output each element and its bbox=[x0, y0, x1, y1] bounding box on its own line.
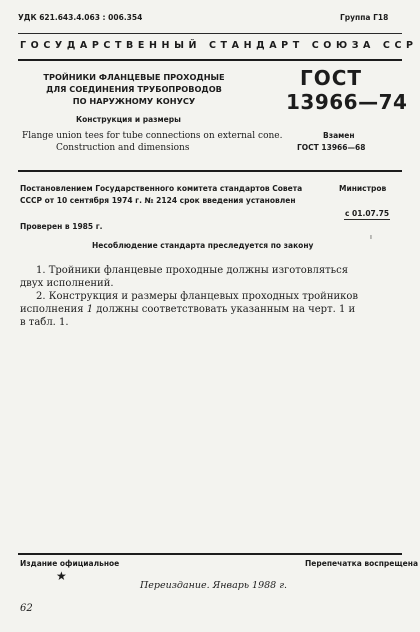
p2-post: должны соответствовать указанным на черт. 1 и bbox=[93, 304, 356, 315]
decree-line-2: СССР от 10 сентября 1974 г. № 2124 срок введения установлен bbox=[20, 196, 296, 205]
gost-label: ГОСТ bbox=[300, 66, 363, 90]
title-ru-subtitle: Конструкция и размеры bbox=[76, 115, 181, 124]
penalty-note: Несоблюдение стандарта преследуется по закону bbox=[92, 241, 314, 250]
paragraph-1-line-2: двух исполнений. bbox=[20, 278, 114, 289]
decree-ministers: Министров bbox=[339, 184, 387, 193]
paragraph-1-line-1: 1. Тройники фланцевые проходные должны изготовляться bbox=[36, 265, 349, 276]
gost-number: 13966—74 bbox=[286, 90, 408, 114]
top-rule bbox=[18, 33, 402, 34]
state-standard-heading: ГОСУДАРСТВЕННЫЙ СТАНДАРТ СОЮЗА ССР bbox=[20, 40, 418, 51]
title-ru-line-1: ТРОЙНИКИ ФЛАНЦЕВЫЕ ПРОХОДНЫЕ bbox=[43, 72, 225, 82]
title-en-line-1: Flange union tees for tube connections on external cone. bbox=[22, 131, 283, 141]
title-en-line-2: Construction and dimensions bbox=[56, 143, 190, 153]
effective-date: с 01.07.75 bbox=[345, 209, 390, 218]
p2-pre: исполнения bbox=[20, 304, 87, 315]
title-block-rule bbox=[18, 170, 402, 172]
footer-rule bbox=[18, 553, 402, 555]
edition-note: Издание официальное bbox=[20, 559, 120, 568]
paragraph-2-line-1: 2. Конструкция и размеры фланцевых проходных тройников bbox=[36, 291, 359, 302]
margin-tick: ı bbox=[370, 233, 372, 241]
reissue-note: Переиздание. Январь 1988 г. bbox=[140, 580, 288, 591]
instead-value: ГОСТ 13966—68 bbox=[297, 143, 366, 152]
title-ru-line-2: ДЛЯ СОЕДИНЕНИЯ ТРУБОПРОВОДОВ bbox=[46, 84, 222, 94]
checked-note: Проверен в 1985 г. bbox=[20, 222, 103, 231]
paragraph-2-line-2 bbox=[20, 304, 355, 315]
title-ru-line-3: ПО НАРУЖНОМУ КОНУСУ bbox=[72, 96, 196, 106]
p2-italic-number: 1 bbox=[86, 304, 94, 315]
paragraph-2-line-3: в табл. 1. bbox=[20, 317, 69, 328]
star-icon: ★ bbox=[56, 569, 67, 583]
effective-date-underline bbox=[344, 219, 390, 220]
page-number: 62 bbox=[20, 603, 33, 614]
instead-label: Взамен bbox=[323, 131, 355, 140]
reprint-note: Перепечатка воспрещена bbox=[305, 559, 419, 568]
header-rule bbox=[18, 59, 402, 61]
decree-line-1: Постановлением Государственного комитета стандартов Совета bbox=[20, 184, 303, 193]
group-code: Группа Г18 bbox=[340, 13, 389, 22]
udk-code: УДК 621.643.4.063 : 006.354 bbox=[18, 13, 143, 22]
